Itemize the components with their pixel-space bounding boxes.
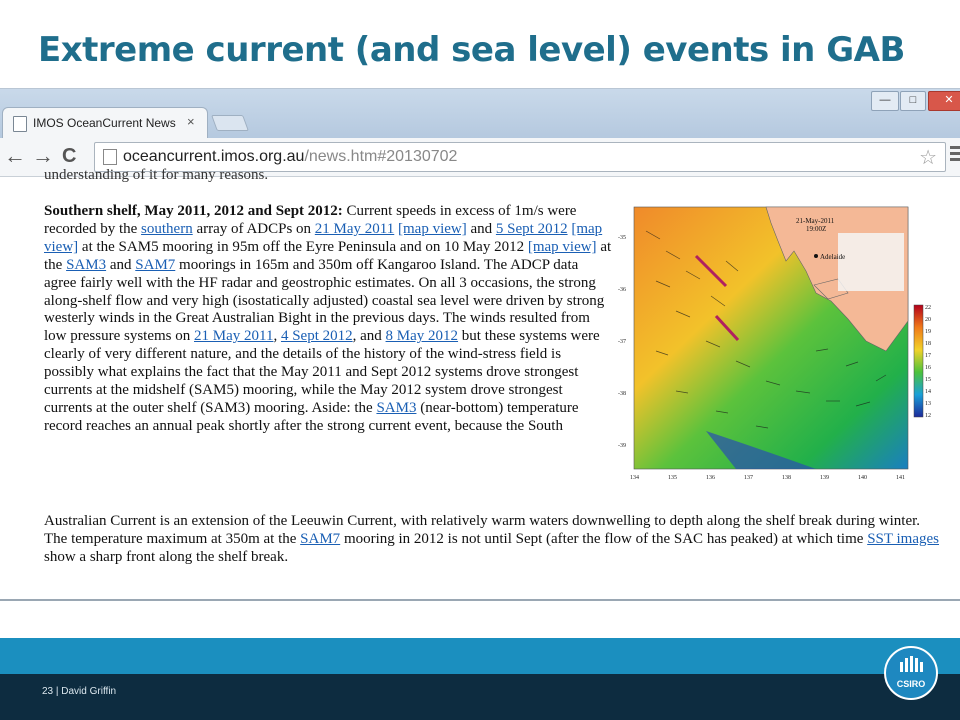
cbar-tick: 14	[925, 389, 931, 395]
back-arrow-icon[interactable]: ←	[4, 143, 26, 168]
map-place-adelaide: Adelaide	[820, 253, 846, 261]
cbar-tick: 20	[925, 317, 931, 323]
logo-text: CSIRO	[896, 679, 926, 689]
footer-band	[0, 638, 960, 674]
x-tick: 135	[668, 475, 677, 481]
cbar-tick: 15	[925, 377, 931, 383]
maximize-button[interactable]: □	[900, 91, 926, 111]
y-tick: -38	[618, 391, 626, 397]
page-icon	[103, 149, 117, 165]
y-tick: -36	[618, 287, 626, 293]
text-run: and	[106, 256, 136, 273]
text-run: moorings in 165m and 350m off Kangaroo Island. The ADCP data agree fairly well with the HF radar and geostrophic estimates. On all 3 occasions, the strong along-shelf flow and very high (isostatically adjusted) coastal sea level were driven by strong westerly winds in the Great Australian Bight in the previous days. The winds resulted from low pressure systems on	[44, 256, 605, 345]
article-paragraph	[44, 203, 614, 436]
slide-footer: 23 | David Griffin	[42, 686, 117, 697]
close-window-button[interactable]: ✕	[928, 91, 960, 111]
x-tick: 134	[630, 475, 639, 481]
footer-bar	[0, 674, 960, 720]
link-21-may-2011[interactable]: 21 May 2011	[314, 220, 395, 237]
previous-text-line: understanding of it for many reasons.	[44, 167, 269, 183]
reload-icon[interactable]: C	[62, 145, 77, 167]
csiro-logo	[884, 646, 938, 700]
tab-close-icon[interactable]: ×	[187, 114, 195, 129]
map-time: 19:00Z	[806, 225, 827, 233]
cbar-tick: 17	[925, 353, 931, 359]
tab-strip	[0, 89, 960, 138]
menu-icon[interactable]	[950, 146, 960, 166]
map-legend-box	[838, 233, 904, 291]
csiro-logo-icon	[886, 648, 936, 678]
url-path: /news.htm#20130702	[304, 148, 458, 165]
map-adelaide-marker	[814, 254, 818, 258]
map-colorbar	[914, 305, 923, 417]
y-tick: -35	[618, 235, 626, 241]
link-sam3[interactable]: SAM3	[66, 256, 107, 273]
cbar-tick: 12	[925, 413, 931, 419]
cbar-tick: 18	[925, 341, 931, 347]
paragraph-heading: Southern shelf, May 2011, 2012 and Sept 2012:	[44, 203, 343, 219]
x-tick: 136	[706, 475, 715, 481]
text-run: and	[466, 220, 496, 237]
link-sam3-temperature[interactable]: SAM3	[376, 399, 417, 416]
cbar-tick: 19	[925, 329, 931, 335]
link-8-may-2012[interactable]: 8 May 2012	[385, 328, 459, 345]
url-host: oceancurrent.imos.org.au	[123, 148, 305, 165]
link-4-sept-2012[interactable]: 4 Sept 2012	[280, 328, 353, 345]
x-tick: 137	[744, 475, 753, 481]
text-run: , and	[352, 328, 386, 345]
text-run: mooring in 2012 is not until Sept (after the flow of the SAC has peaked) at which time	[340, 530, 868, 547]
tab-title: IMOS OceanCurrent News	[33, 116, 176, 130]
text-run: Australian Current is an extension of the Leeuwin Current, with relatively warm waters downwelling to depth along the shelf break during winter. The temperature maximum at 350m at the	[44, 513, 921, 547]
x-tick: 139	[820, 475, 829, 481]
map-date: 21-May-2011	[796, 217, 835, 225]
page-favicon-icon	[13, 116, 27, 132]
browser-window	[0, 88, 960, 601]
cbar-tick: 13	[925, 401, 931, 407]
text-run: but these systems were clearly of very different nature, and the details of the history of the wind-stress field is possibly what explains the fact that the May 2011 and Sept 2012 systems drove strongest currents at the midshelf (SAM5) mooring, while the May 2012 system drove strongest currents at the outer shelf (SAM3) mooring. Aside: the	[44, 328, 600, 416]
link-sam7-temperature[interactable]: SAM7	[300, 530, 341, 547]
text-run: show a sharp front along the shelf break.	[44, 548, 289, 565]
text-run: at the SAM5 mooring in 95m off the Eyre Peninsula and on 10 May 2012	[78, 238, 528, 255]
article-paragraph-continued	[44, 513, 944, 567]
text-run: Current speeds in excess of 1m/s were recorded by the	[44, 203, 577, 237]
link-southern[interactable]: southern	[141, 220, 193, 237]
text-run: array of ADCPs on	[192, 220, 315, 237]
bookmark-star-icon[interactable]: ☆	[919, 147, 937, 169]
text-run: at the	[44, 238, 612, 273]
y-tick: -39	[618, 443, 626, 449]
link-sst-images[interactable]: SST images	[867, 530, 940, 547]
link-map-view-1[interactable]: [map view]	[398, 220, 467, 237]
sst-current-map[interactable]	[616, 201, 948, 501]
cbar-tick: 16	[925, 365, 931, 371]
tab-imos-news[interactable]	[2, 107, 208, 139]
link-5-sept-2012[interactable]: 5 Sept 2012	[495, 220, 568, 237]
x-tick: 138	[782, 475, 791, 481]
new-tab-button[interactable]	[211, 115, 249, 131]
page-content	[0, 167, 960, 597]
forward-arrow-icon[interactable]: →	[32, 143, 54, 168]
text-run: ,	[273, 328, 281, 345]
link-map-view-2[interactable]: [map view]	[44, 220, 603, 255]
x-tick: 140	[858, 475, 867, 481]
link-map-view-3[interactable]: [map view]	[527, 238, 597, 255]
text-run: (near-bottom) temperature record reaches an annual peak shortly after the strong current event, because the South	[44, 399, 579, 434]
link-21-may-2011-wind[interactable]: 21 May 2011	[194, 328, 274, 345]
cbar-tick: 22	[925, 305, 931, 311]
link-sam7[interactable]: SAM7	[135, 256, 176, 273]
url-text	[123, 148, 457, 166]
slide-title: Extreme current (and sea level) events in GAB	[38, 30, 905, 70]
y-tick: -37	[618, 339, 626, 345]
minimize-button[interactable]: —	[871, 91, 899, 111]
x-tick: 141	[896, 475, 905, 481]
